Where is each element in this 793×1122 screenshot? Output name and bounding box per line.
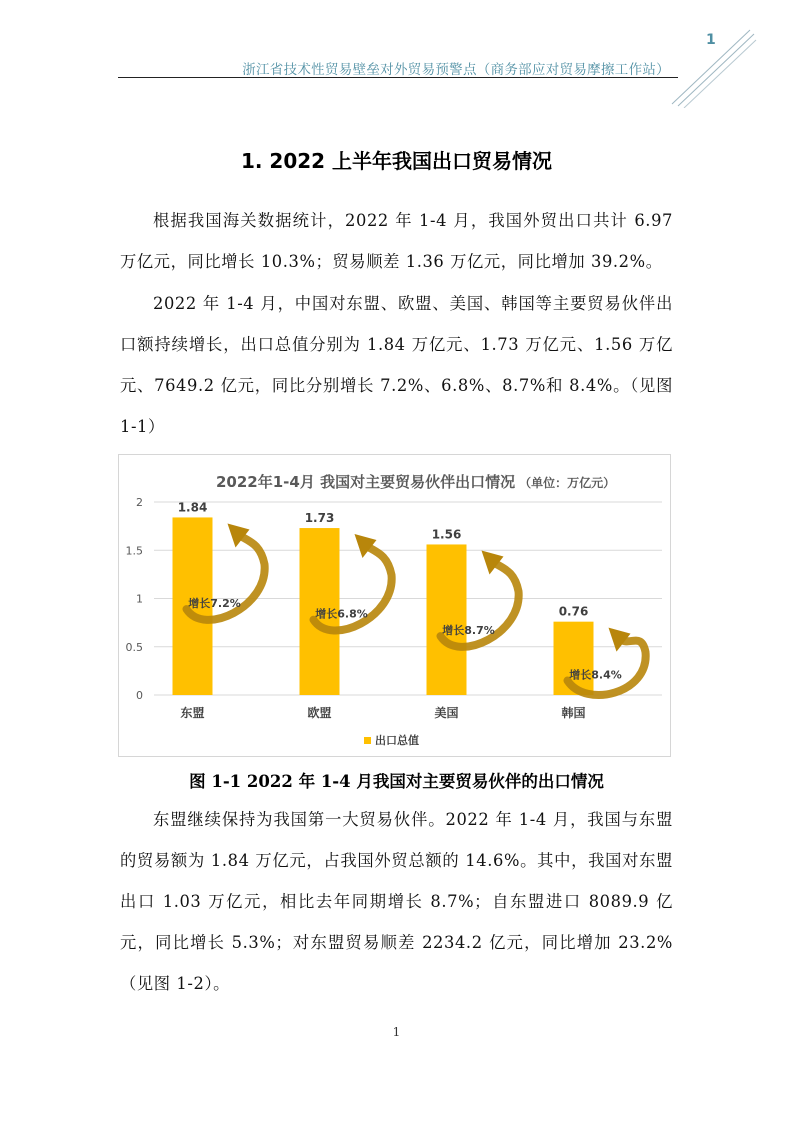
chart-frame bbox=[118, 454, 671, 757]
chart-title-text: 2022年1-4月 我国对主要贸易伙伴出口情况 bbox=[216, 473, 516, 491]
corner-decoration bbox=[668, 28, 758, 108]
growth-label-0: 增长7.2% bbox=[188, 597, 241, 611]
chart-unit-label: （单位：万亿元） bbox=[519, 476, 616, 490]
figure-caption: 图 1-1 2022 年 1-4 月我国对主要贸易伙伴的出口情况 bbox=[189, 772, 604, 791]
data-label-2: 1.56 bbox=[431, 527, 462, 542]
growth-label-3: 增长8.4% bbox=[569, 668, 622, 682]
section-title: 1. 2022 上半年我国出口贸易情况 bbox=[240, 149, 553, 173]
data-label-3: 0.76 bbox=[558, 604, 589, 619]
data-label-1: 1.73 bbox=[304, 511, 335, 526]
paragraph-trade-partners: 2022 年 1-4 月，中国对东盟、欧盟、美国、韩国等主要贸易伙伴出口额持续增长，出口总值分别为 1.84 万亿元、1.73 万亿元、1.56 万亿元、7649.2 亿元，同比分别增长 7.2%、6.8%、8.7%和 8.4%。（见图 1-1） bbox=[120, 294, 673, 436]
y-tick-label: 1.5 bbox=[125, 544, 143, 558]
corner-page-number: 1 bbox=[706, 32, 716, 48]
header-rule bbox=[118, 77, 678, 78]
header-title: 浙江省技术性贸易壁垒对外贸易预警点（商务部应对贸易摩擦工作站） bbox=[242, 62, 670, 78]
growth-label-2: 增长8.7% bbox=[442, 624, 495, 638]
legend-label: 出口总值 bbox=[375, 734, 419, 747]
bar-2 bbox=[427, 544, 467, 695]
y-tick-label: 0.5 bbox=[125, 640, 143, 654]
x-tick-label-1: 欧盟 bbox=[307, 706, 332, 720]
bar-chart bbox=[119, 455, 670, 756]
chart-title bbox=[216, 473, 615, 491]
footer-page-number: 1 bbox=[392, 1025, 401, 1039]
x-tick-label-0: 东盟 bbox=[180, 706, 205, 720]
y-tick-label: 2 bbox=[136, 496, 143, 509]
paragraph-export-summary: 根据我国海关数据统计，2022 年 1-4 月，我国外贸出口共计 6.97 万亿元，同比增长 10.3%；贸易顺差 1.36 万亿元，同比增加 39.2%。 bbox=[120, 211, 673, 271]
x-tick-label-3: 韩国 bbox=[561, 706, 586, 720]
legend-swatch bbox=[364, 737, 371, 744]
growth-label-1: 增长6.8% bbox=[315, 607, 368, 621]
paragraph-asean: 东盟继续保持为我国第一大贸易伙伴。2022 年 1-4 月，我国与东盟的贸易额为 1.84 万亿元，占我国外贸总额的 14.6%。其中，我国对东盟出口 1.03 万亿元，相比去年同期增长 8.7%；自东盟进口 8089.9 亿元，同比增长 5.3%；对东盟贸易顺差 2234.2 亿元，同比增加 23.2%（见图 1-2）。 bbox=[120, 810, 673, 993]
y-tick-label: 1 bbox=[136, 592, 143, 606]
data-label-0: 1.84 bbox=[177, 500, 208, 515]
x-tick-label-2: 美国 bbox=[434, 706, 459, 720]
y-tick-label: 0 bbox=[136, 689, 143, 702]
